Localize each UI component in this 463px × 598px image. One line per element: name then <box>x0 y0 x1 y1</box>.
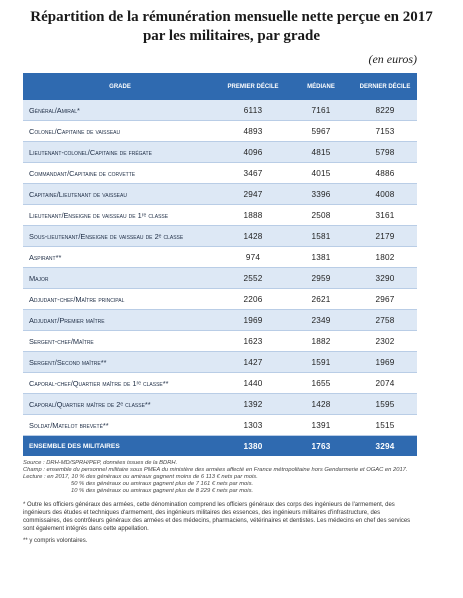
source-note: Source : DRH-MD/SPRH/PEP, données issues de la BDRH. <box>23 460 178 466</box>
table-row <box>23 100 417 121</box>
premier-decile-cell: 974 <box>217 247 289 268</box>
mediane-cell: 2621 <box>289 289 353 310</box>
premier-decile-cell: 3467 <box>217 163 289 184</box>
mediane-cell: 7161 <box>289 100 353 121</box>
grade-cell: Caporal-chef/Quartier maître de 1ʳᵉ classe** <box>23 373 217 394</box>
header-dernier-decile: DERNIER DÉCILE <box>359 83 411 90</box>
table-row <box>23 331 417 352</box>
premier-decile-cell: 1440 <box>217 373 289 394</box>
dernier-decile-cell: 1969 <box>353 352 417 373</box>
mediane-cell: 3396 <box>289 184 353 205</box>
mediane-cell: 2349 <box>289 310 353 331</box>
premier-decile-cell: 4096 <box>217 142 289 163</box>
header-mediane: MÉDIANE <box>307 83 335 90</box>
lecture-note-1: Lecture : en 2017, 10 % des généraux ou amiraux gagnent moins de 6 113 € nets par mois. <box>23 474 258 480</box>
header-grade: GRADE <box>109 83 131 90</box>
dernier-decile-cell: 2302 <box>353 331 417 352</box>
premier-decile-cell: 1303 <box>217 415 289 436</box>
grade-cell: Sergent-chef/Maître <box>23 331 217 352</box>
table-row <box>23 289 417 310</box>
grade-cell: Major <box>23 268 217 289</box>
premier-decile-cell: 2552 <box>217 268 289 289</box>
mediane-cell: 1763 <box>311 441 331 451</box>
table-notes <box>23 460 417 495</box>
grade-cell: Adjudant-chef/Maître principal <box>23 289 217 310</box>
mediane-cell: 1381 <box>289 247 353 268</box>
grade-cell: Colonel/Capitaine de vaisseau <box>23 121 217 142</box>
dernier-decile-cell: 2074 <box>353 373 417 394</box>
premier-decile-cell: 2206 <box>217 289 289 310</box>
dernier-decile-cell: 3161 <box>353 205 417 226</box>
grade-cell: Commandant/Capitaine de corvette <box>23 163 217 184</box>
table-row <box>23 268 417 289</box>
dernier-decile-cell: 7153 <box>353 121 417 142</box>
premier-decile-cell: 4893 <box>217 121 289 142</box>
mediane-cell: 1655 <box>289 373 353 394</box>
table-total-row <box>23 436 417 457</box>
premier-decile-cell: 1380 <box>243 441 263 451</box>
grade-cell: Caporal/Quartier maître de 2ᵉ classe** <box>23 394 217 415</box>
mediane-cell: 1581 <box>289 226 353 247</box>
table-body <box>23 100 417 456</box>
grade-cell: Aspirant** <box>23 247 217 268</box>
table-row <box>23 226 417 247</box>
champ-note: Champ : ensemble du personnel militaire sous PMEA du ministère des armées affecté en France métropolitaine hors Gendarmerie et OGAC en 2017. <box>23 467 408 473</box>
dernier-decile-cell: 5798 <box>353 142 417 163</box>
mediane-cell: 1882 <box>289 331 353 352</box>
grade-cell: ENSEMBLE DES MILITAIRES <box>29 442 120 450</box>
dernier-decile-cell: 2758 <box>353 310 417 331</box>
lecture-note-2: 50 % des généraux ou amiraux gagnent plus de 7 161 € nets par mois. <box>71 481 254 487</box>
table-row <box>23 352 417 373</box>
dernier-decile-cell: 3290 <box>353 268 417 289</box>
premier-decile-cell: 1427 <box>217 352 289 373</box>
title-line-2: par les militaires, par grade <box>142 28 321 44</box>
mediane-cell: 2508 <box>289 205 353 226</box>
title-line-1: Répartition de la rémunération mensuelle nette perçue en 2017 <box>30 9 433 25</box>
footnote-single-star: * Outre les officiers généraux des armées, cette dénomination comprend les officiers généraux des corps des ingénieurs de l'armement, des ingénieurs des études et techniques d'armement, des ingénieurs militaires des essences, des ingénieurs militaires d'infrastructure, des commissaires, des contrôleurs généraux des armées et des médecins, pharmaciens, vétérinaires et dentistes. Les médecins en chef des services sont également intégrés dans cette appellation. <box>23 502 411 532</box>
premier-decile-cell: 1428 <box>217 226 289 247</box>
table-header-row <box>23 73 417 100</box>
grade-cell: Général/Amiral* <box>23 100 217 121</box>
unit-label: (en euros) <box>368 52 417 66</box>
table-row <box>23 373 417 394</box>
premier-decile-cell: 1888 <box>217 205 289 226</box>
dernier-decile-cell: 8229 <box>353 100 417 121</box>
grade-cell: Lieutenant-colonel/Capitaine de frégate <box>23 142 217 163</box>
dernier-decile-cell: 1595 <box>353 394 417 415</box>
premier-decile-cell: 1623 <box>217 331 289 352</box>
premier-decile-cell: 1969 <box>217 310 289 331</box>
grade-cell: Lieutenant/Enseigne de vaisseau de 1ʳᵉ classe <box>23 205 217 226</box>
mediane-cell: 2959 <box>289 268 353 289</box>
table-row <box>23 205 417 226</box>
grade-cell: Adjudant/Premier maître <box>23 310 217 331</box>
dernier-decile-cell: 2179 <box>353 226 417 247</box>
table-row <box>23 247 417 268</box>
premier-decile-cell: 6113 <box>217 100 289 121</box>
grade-cell: Capitaine/Lieutenant de vaisseau <box>23 184 217 205</box>
footnotes <box>23 501 417 545</box>
grade-cell: Soldat/Matelot breveté** <box>23 415 217 436</box>
dernier-decile-cell: 1515 <box>353 415 417 436</box>
dernier-decile-cell: 4008 <box>353 184 417 205</box>
table-row <box>23 310 417 331</box>
page-title <box>4 8 459 46</box>
table-row <box>23 184 417 205</box>
grade-cell: Sergent/Second maître** <box>23 352 217 373</box>
salary-table <box>23 73 417 456</box>
table-row <box>23 394 417 415</box>
footnote-double-star: ** y compris volontaires. <box>23 538 88 544</box>
dernier-decile-cell: 3294 <box>375 441 395 451</box>
mediane-cell: 1428 <box>289 394 353 415</box>
mediane-cell: 4015 <box>289 163 353 184</box>
premier-decile-cell: 1392 <box>217 394 289 415</box>
dernier-decile-cell: 4886 <box>353 163 417 184</box>
dernier-decile-cell: 1802 <box>353 247 417 268</box>
table-row <box>23 121 417 142</box>
header-premier-decile: PREMIER DÉCILE <box>227 83 279 90</box>
table-row <box>23 415 417 436</box>
table-row <box>23 142 417 163</box>
lecture-note-3: 10 % des généraux ou amiraux gagnent plus de 8 229 € nets par mois. <box>71 488 254 494</box>
mediane-cell: 1391 <box>289 415 353 436</box>
mediane-cell: 4815 <box>289 142 353 163</box>
mediane-cell: 5967 <box>289 121 353 142</box>
dernier-decile-cell: 2967 <box>353 289 417 310</box>
mediane-cell: 1591 <box>289 352 353 373</box>
grade-cell: Sous-lieutenant/Enseigne de vaisseau de 2ᵉ classe <box>23 226 217 247</box>
premier-decile-cell: 2947 <box>217 184 289 205</box>
table-row <box>23 163 417 184</box>
